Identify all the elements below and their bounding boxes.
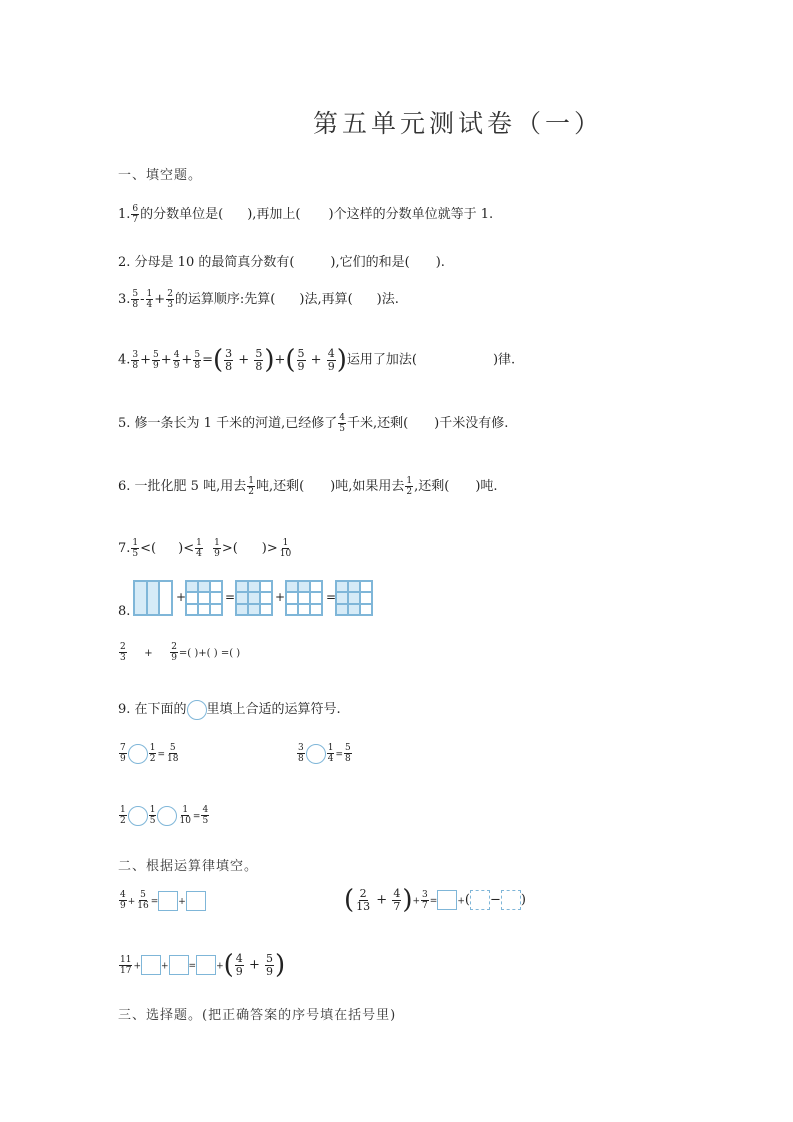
section-heading-choice: 三、选择题。(把正确答案的序号填在括号里) [118, 1008, 397, 1023]
question-8-expression: $\frac{2}{3}$ + $\frac{2}{9}$ =( )+( ) =( ) [120, 642, 241, 663]
equals-sign: = [326, 590, 337, 604]
answer-box[interactable] [169, 955, 189, 975]
operator-circle-input[interactable] [157, 806, 177, 826]
answer-box[interactable] [158, 891, 178, 911]
law-expr-1: $\frac{4}{9}$ + $\frac{5}{16}$ = + [118, 890, 206, 911]
question-9: 9. 在下面的 里填上合适的运算符号. [118, 698, 341, 720]
answer-box[interactable] [437, 890, 457, 910]
operator-circle-input[interactable] [306, 744, 326, 764]
question-1: 1. $\frac{6}{7}$ 的分数单位是( ),再加上( )个这样的分数单位就等于 1. [118, 204, 494, 225]
operator-circle-input[interactable] [128, 806, 148, 826]
page-title: 第五单元测试卷（一） [313, 109, 604, 138]
answer-box[interactable] [196, 955, 216, 975]
section-heading-laws: 二、根据运算律填空。 [118, 859, 259, 874]
answer-box[interactable] [141, 955, 161, 975]
question-2: 2. 分母是 10 的最简真分数有( ),它们的和是( ). [118, 255, 445, 270]
fraction-grid-ninths-result [335, 580, 373, 616]
section-heading-fill-blank: 一、填空题。 [118, 168, 203, 183]
plus-sign: + [275, 590, 286, 604]
plus-sign: + [176, 590, 187, 604]
question-9-expr-3: $\frac{1}{2}$ $\frac{1}{5}$ $\frac{1}{10}$ = $\frac{4}{5}$ [120, 805, 209, 826]
fraction-grid-ninths [185, 580, 223, 616]
fraction-grid-ninths-second [285, 580, 323, 616]
question-3: 3. $\frac{5}{8}$ - $\frac{1}{4}$ + $\frac{2}{3}$ 的运算顺序:先算( )法,再算( )法. [118, 289, 399, 310]
operator-circle-input[interactable] [128, 744, 148, 764]
law-expr-3: $\frac{11}{17}$ + + = +( $\frac{4}{9}$ + $\frac{5}{9}$ ) [120, 950, 286, 980]
answer-box-dotted[interactable] [501, 890, 521, 910]
operator-circle-icon [187, 700, 207, 720]
question-8-number: 8. [118, 604, 131, 619]
fraction-grid-ninths-filled [235, 580, 273, 616]
answer-box[interactable] [186, 891, 206, 911]
question-6: 6. 一批化肥 5 吨,用去 $\frac{1}{2}$ 吨,还剩( )吨,如果用去 $\frac{1}{2}$ ,还剩( )吨. [118, 476, 498, 497]
fraction-grid-thirds [133, 580, 173, 616]
question-7: 7. $\frac{1}{5}$ <( )< $\frac{1}{4}$ $\frac{1}{9}$ >( )> $\frac{1}{10}$ [118, 538, 292, 559]
equals-sign: = [225, 590, 236, 604]
question-4: 4. $\frac{3}{8}$ + $\frac{5}{9}$ + $\frac{4}{9}$ + $\frac{5}{8}$ =( $\frac{3}{8}$ + $\frac{5}{8}$ )+( $\frac{5}{9}$ + $\frac{4}{9}$ )运用了加法( )律. [118, 345, 516, 375]
question-5: 5. 修一条长为 1 千米的河道,已经修了 $\frac{4}{5}$ 千米,还剩( )千米没有修. [118, 413, 509, 434]
law-expr-2: ( $\frac{2}{13}$ + $\frac{4}{7}$ )+ $\frac{3}{7}$ = +( − ) [344, 885, 526, 915]
answer-box-dotted[interactable] [470, 890, 490, 910]
question-9-expr-2: $\frac{3}{8}$ $\frac{1}{4}$ = $\frac{5}{8}$ [298, 743, 351, 764]
question-9-expr-1: $\frac{7}{9}$ $\frac{1}{2}$ = $\frac{5}{18}$ [120, 743, 179, 764]
